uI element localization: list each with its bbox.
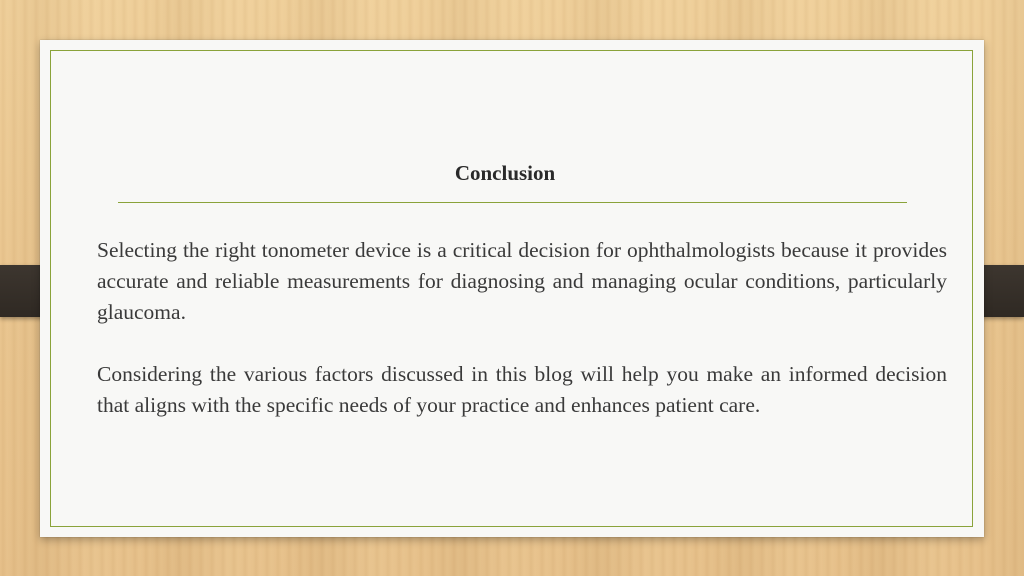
slide-card <box>40 40 984 537</box>
paragraph-2: Considering the various factors discussed in this blog will help you make an informed decision that aligns with the specific needs of your practice and enhances patient care. <box>97 362 947 417</box>
slide-title: Conclusion <box>454 161 556 185</box>
title-divider <box>118 202 907 203</box>
paragraph-1: Selecting the right tonometer device is a critical decision for ophthalmologists because it provides accurate and reliable measurements for diagnosing and managing ocular conditions, particularly glaucoma. <box>97 238 947 324</box>
